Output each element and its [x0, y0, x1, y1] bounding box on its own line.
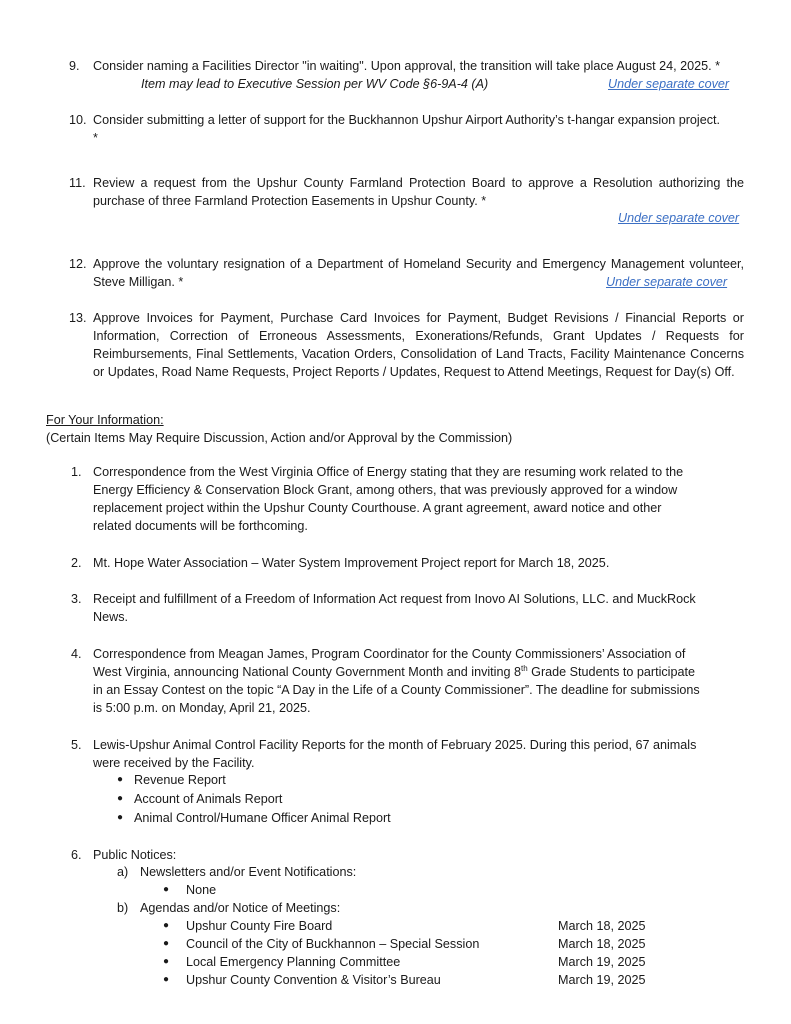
meeting-date: March 19, 2025 [558, 973, 646, 987]
item-text: Consider naming a Facilities Director "in waiting". Upon approval, the transition will take place August 24, 2025. * [93, 59, 721, 73]
meeting-name: Local Emergency Planning Committee [186, 955, 401, 969]
fyi-heading: For Your Information: [46, 413, 164, 427]
under-separate-cover-link[interactable]: Under separate cover [618, 211, 740, 225]
fyi-text: Public Notices: [93, 848, 177, 862]
fyi-number: 1. [71, 465, 82, 479]
fyi-text: Energy Efficiency & Conservation Block Grant, among others, that was previously approved for a window [93, 483, 678, 497]
fyi-number: 3. [71, 592, 82, 606]
fyi-text: related documents will be forthcoming. [93, 519, 308, 533]
fyi-text: replacement project within the Upshur County Courthouse. A grant agreement, award notice and other [93, 501, 662, 515]
item-number: 11. [69, 176, 86, 190]
executive-session-note: Item may lead to Executive Session per WV Code §6-9A-4 (A) [141, 77, 489, 91]
fyi-text: in an Essay Contest on the topic “A Day in the Life of a County Commissioner”. The deadline for submissions [93, 683, 700, 697]
bullet-icon: ● [163, 920, 170, 931]
item-number: 12. [69, 257, 87, 271]
item-text: Review a request from the Upshur County Farmland Protection Board to approve a Resolution authorizing the [93, 176, 744, 190]
bullet-icon: ● [163, 938, 170, 949]
report-item: Account of Animals Report [134, 792, 283, 806]
item-text: Information, Correction of Erroneous Assessments, Exonerations/Refunds, Grant Updates / Requests for [93, 329, 744, 343]
fyi-text: is 5:00 p.m. on Monday, April 21, 2025. [93, 701, 311, 715]
under-separate-cover-link[interactable]: Under separate cover [606, 275, 728, 289]
superscript: th [520, 663, 528, 673]
meeting-date: March 19, 2025 [558, 955, 646, 969]
bullet-icon: ● [163, 974, 170, 985]
meeting-name: Council of the City of Buckhannon – Special Session [186, 937, 480, 951]
report-item: Animal Control/Humane Officer Animal Report [134, 811, 391, 825]
bullet-icon: ● [117, 812, 124, 823]
sub-label: Newsletters and/or Event Notifications: [140, 865, 357, 879]
fyi-number: 2. [71, 556, 82, 570]
fyi-text: Lewis-Upshur Animal Control Facility Reports for the month of February 2025. During this period, 67 animals [93, 738, 697, 752]
fyi-text: West Virginia, announcing National County Government Month and inviting 8 [93, 665, 521, 679]
meeting-date: March 18, 2025 [558, 937, 646, 951]
meeting-name: Upshur County Convention & Visitor’s Bureau [186, 973, 441, 987]
fyi-text: Correspondence from Meagan James, Program Coordinator for the County Commissioners’ Association of [93, 647, 686, 661]
bullet-icon: ● [117, 774, 124, 785]
item-text: * [93, 131, 98, 145]
meeting-date: March 18, 2025 [558, 919, 646, 933]
item-text: Consider submitting a letter of support for the Buckhannon Upshur Airport Authority’s t-hangar expansion project. [93, 113, 721, 127]
item-text: Approve Invoices for Payment, Purchase Card Invoices for Payment, Budget Revisions / Financial Reports or [93, 311, 744, 325]
sub-label: Agendas and/or Notice of Meetings: [140, 901, 341, 915]
bullet-icon: ● [163, 884, 170, 895]
sub-letter: a) [117, 865, 129, 879]
fyi-number: 6. [71, 848, 82, 862]
item-number: 13. [69, 311, 87, 325]
item-text: Reimbursements, Final Settlements, Vacation Orders, Consolidation of Land Tracts, Facility Maintenance Concerns [93, 347, 744, 361]
fyi-text: Mt. Hope Water Association – Water System Improvement Project report for March 18, 2025. [93, 556, 610, 570]
meeting-name: Upshur County Fire Board [186, 919, 333, 933]
fyi-text: Receipt and fulfillment of a Freedom of Information Act request from Inovo AI Solutions, LLC. and MuckRock [93, 592, 696, 606]
under-separate-cover-link[interactable]: Under separate cover [608, 77, 730, 91]
item-text: Steve Milligan. * [93, 275, 184, 289]
fyi-text: were received by the Facility. [93, 756, 255, 770]
fyi-subheading: (Certain Items May Require Discussion, Action and/or Approval by the Commission) [46, 431, 513, 445]
item-number: 9. [69, 59, 80, 73]
bullet-icon: ● [117, 793, 124, 804]
fyi-text: Correspondence from the West Virginia Office of Energy stating that they are resuming work related to the [93, 465, 684, 479]
fyi-number: 4. [71, 647, 82, 661]
item-text: Approve the voluntary resignation of a Department of Homeland Security and Emergency Management volunteer, [93, 257, 744, 271]
report-item: Revenue Report [134, 773, 226, 787]
item-text: purchase of three Farmland Protection Easements in Upshur County. * [93, 194, 487, 208]
fyi-text: News. [93, 610, 128, 624]
fyi-text-with-superscript [93, 663, 695, 681]
item-text: or Updates, Road Name Requests, Project Reports / Updates, Request to Attend Meetings, Request for Day(s) Off. [93, 365, 735, 379]
fyi-text: Grade Students to participate [527, 665, 695, 679]
fyi-number: 5. [71, 738, 82, 752]
sub-letter: b) [117, 901, 129, 915]
notification-item: None [186, 883, 217, 897]
bullet-icon: ● [163, 956, 170, 967]
item-number: 10. [69, 113, 87, 127]
